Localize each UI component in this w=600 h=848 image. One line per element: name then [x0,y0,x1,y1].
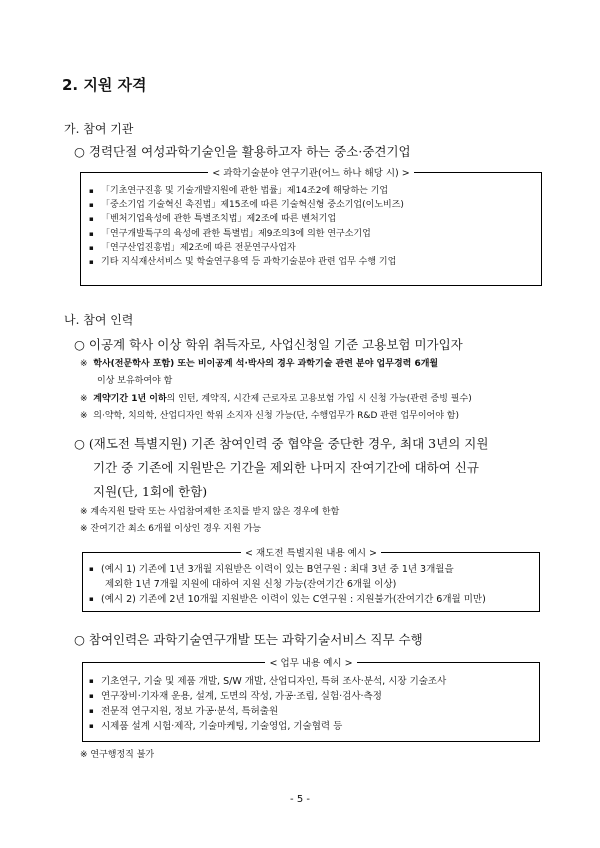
note-1: ※ 학사(전문학사 포함) 또는 비이공계 석·박사의 경우 과학기술 관련 분야 업무경력 6개월 [80,359,439,369]
research-institution-box [80,168,542,286]
note-3: ※ 의·약학, 치의학, 산업디자인 학위 소지자 신청 가능(단, 수행업무가 R&D 관련 업무이어야 함) [80,411,460,421]
list-item-cont: 제외한 1년 7개월 지원에 대하여 지원 신청 가능(잔여기간 6개월 이상) [105,579,397,590]
section-title: 2. 지원 자격 [62,76,147,94]
note-1-cont: 이상 보유하여야 함 [97,376,173,386]
page-number: - 5 - [290,794,310,805]
rechallenge-example-box [82,548,540,612]
list-item: ▪ 「중소기업 기술혁신 촉진법」제15조에 따른 기술혁신형 중소기업(이노비즈) [89,200,404,211]
list-item: ▪ 「연구산업진흥법」제2조에 따른 전문연구사업자 [89,242,296,253]
list-item: ▪ 「벤처기업육성에 관한 특별조치법」제2조에 따른 벤처기업 [89,214,337,225]
part-b-item-1: ○ 이공계 학사 이상 학위 취득자로, 사업신청일 기준 고용보험 미가입자 [74,337,463,352]
work-example-box-title: < 업무 내용 예시 > [83,655,539,669]
list-item: ▪ 시제품 설계 시험·제작, 기술마케팅, 기술영업, 기술협력 등 [89,721,343,732]
note-6: ※ 연구행정직 불가 [80,750,155,760]
note-5: ※ 잔여기간 최소 6개월 이상인 경우 지원 가능 [80,524,262,534]
list-item: ▪ (예시 2) 기존에 2년 10개월 지원받은 이력이 있는 C연구원 : 지원불가(잔여기간 6개월 미만) [89,594,486,605]
work-example-list [85,674,446,734]
list-item: ▪ 기초연구, 기술 및 제품 개발, S/W 개발, 산업디자인, 특허 조사·분석, 시장 기술조사 [89,676,447,687]
part-b-item-2-line-3: 지원(단, 1회에 한함) [93,484,208,499]
rechallenge-example-list [85,562,486,607]
note-4: ※ 계속지원 탈락 또는 사업참여제한 조치를 받지 않은 경우에 한함 [80,507,340,517]
note-2: ※ 계약기간 1년 이하의 인턴, 계약직, 시간제 근로자로 고용보험 가입 시 신청 가능(관련 증빙 필수) [80,394,472,404]
list-item: ▪ (예시 1) 기존에 1년 3개월 지원받은 이력이 있는 B연구원 : 최대 3년 중 1년 3개월을 [89,564,454,575]
list-item: ▪ 「연구개발특구의 육성에 관한 특별법」제9조의3에 의한 연구소기업 [89,228,371,239]
part-b-item-2-line-1: ○ (재도전 특별지원) 기존 참여인력 중 협약을 중단한 경우, 최대 3년의 지원 [74,436,489,451]
list-item: ▪ 전문적 연구지원, 정보 가공·분석, 특허출원 [89,706,279,717]
work-example-box [82,658,540,742]
part-b-item-3: ○ 참여인력은 과학기술연구개발 또는 과학기술서비스 직무 수행 [74,632,423,647]
part-b-heading: 나. 참여 인력 [64,313,134,327]
part-b-item-2-line-2: 기간 중 기존에 지원받은 기간을 제외한 나머지 잔여기간에 대하여 신규 [93,460,479,475]
part-a-heading: 가. 참여 기관 [64,122,134,136]
list-item: ▪ 기타 지식재산서비스 및 학술연구용역 등 과학기술분야 관련 업무 수행 기업 [89,257,397,268]
research-institution-box-title: < 과학기술분야 연구기관(어느 하나 해당 시) > [81,165,541,179]
list-item: ▪ 연구장비·기자재 운용, 설계, 도면의 작성, 가공·조립, 실험·검사·측정 [89,691,382,702]
rechallenge-example-box-title: < 재도전 특별지원 내용 예시 > [83,545,539,559]
part-a-item: ○ 경력단절 여성과학기술인을 활용하고자 하는 중소·중견기업 [74,144,411,159]
institution-list [85,184,404,269]
list-item: ▪ 「기초연구진흥 및 기술개발지원에 관한 법률」제14조2에 해당하는 기업 [89,186,389,196]
